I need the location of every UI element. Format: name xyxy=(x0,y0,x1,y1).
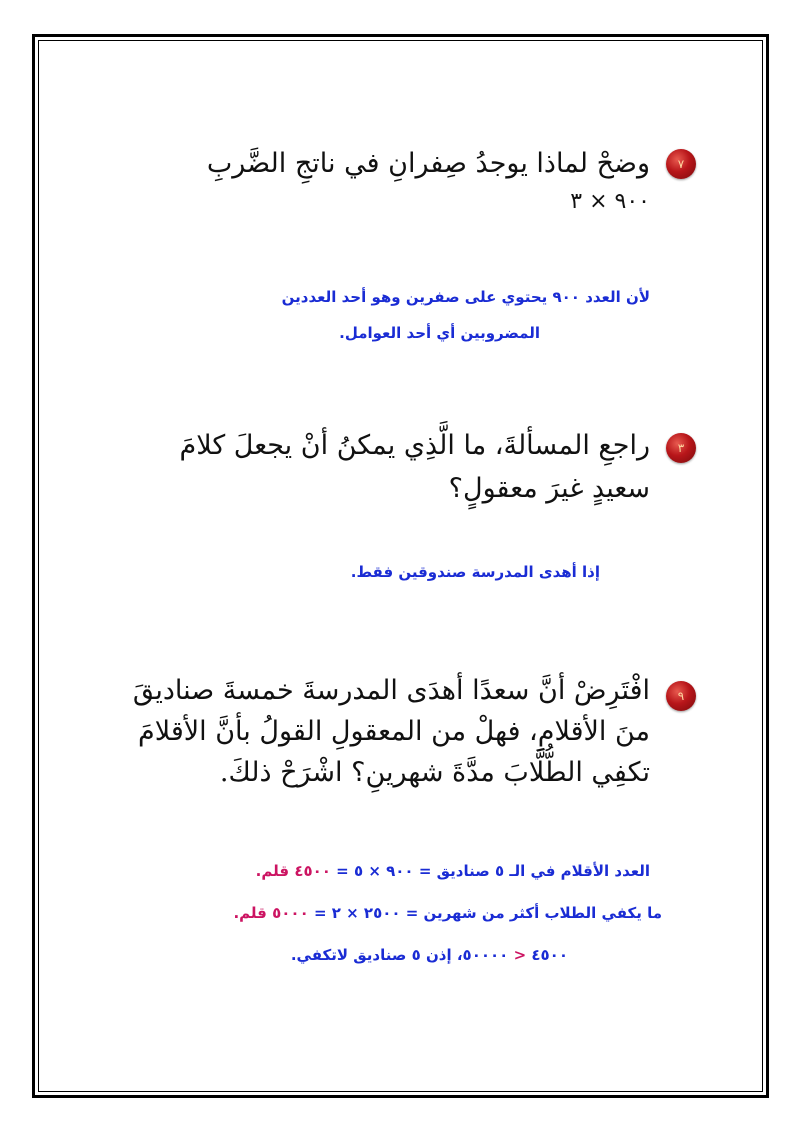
question-2-line-2: سعيدٍ غيرَ معقولٍ؟ xyxy=(448,473,650,504)
question-1-line-1: وضحْ لماذا يوجدُ صِفرانِ في ناتجِ الضَّربِ xyxy=(206,148,650,179)
answer-3-line-2-result: ٥٠٠٠ قلم. xyxy=(233,904,309,922)
answer-3-line-3-a: ٤٥٠٠ xyxy=(526,946,568,964)
answer-3-line-1-text: العدد الأقلام في الـ ٥ صناديق = ٩٠٠ × ٥ = xyxy=(330,862,650,880)
answer-2: إذا أهدى المدرسة صندوقين فقط. xyxy=(350,563,600,581)
answer-3-line-2 xyxy=(233,904,662,922)
question-number-badge: ٩ xyxy=(666,681,696,711)
answer-1-line-2: المضروبين أي أحد العوامل. xyxy=(339,324,540,342)
answer-3-line-3-b: ٥٠٠٠٠، إذن ٥ صناديق لاتكفي. xyxy=(290,946,514,964)
answer-3-line-1-result: ٤٥٠٠ قلم. xyxy=(255,862,331,880)
answer-1-line-1: لأن العدد ٩٠٠ يحتوي على صفرين وهو أحد العددين xyxy=(281,288,650,306)
answer-3-line-3-op: < xyxy=(513,946,527,964)
question-3-line-2: منَ الأقلامِ، فهلْ من المعقولِ القولُ بأنَّ الأقلامَ xyxy=(138,716,650,747)
question-3-line-3: تكفِي الطُّلَّابَ مدَّةَ شهرينِ؟ اشْرَحْ ذلكَ. xyxy=(219,757,650,788)
question-number-badge: ٣ xyxy=(666,433,696,463)
answer-3-line-3 xyxy=(291,946,568,964)
answer-3-line-2-text: ما يكفي الطلاب أكثر من شهرين = ٢٥٠٠ × ٢ = xyxy=(308,904,662,922)
question-2-line-1: راجعِ المسألةَ، ما الَّذِي يمكنُ أنْ يجعلَ كلامَ xyxy=(179,430,650,461)
question-3-line-1: افْتَرِضْ أنَّ سعدًا أهدَى المدرسةَ خمسةَ صناديقَ xyxy=(132,675,650,706)
question-2 xyxy=(130,430,650,504)
question-number-badge: ٧ xyxy=(666,149,696,179)
answer-3-line-1 xyxy=(256,862,650,880)
question-3 xyxy=(110,675,650,788)
question-1-line-2: ٩٠٠ × ٣ xyxy=(570,189,650,214)
question-1 xyxy=(130,148,650,214)
